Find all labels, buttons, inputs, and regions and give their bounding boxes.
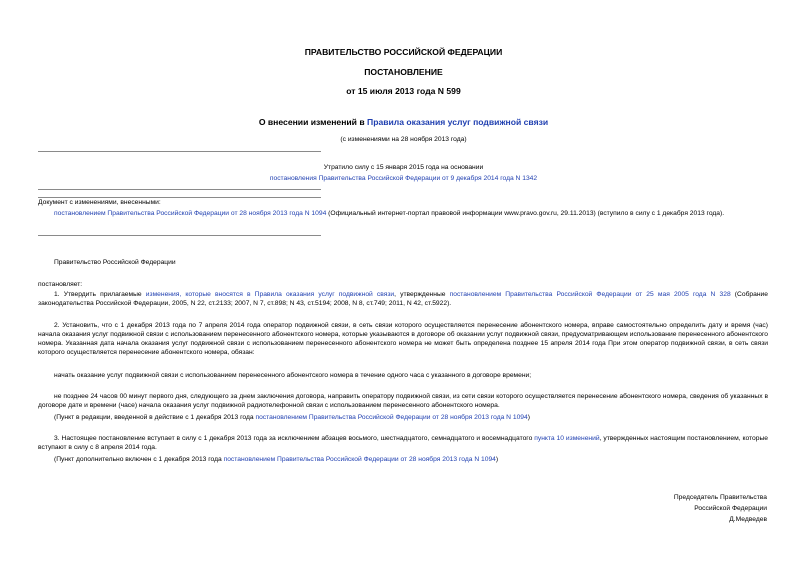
p3-text: 3. Настоящее постановление вступает в силу с 1 декабря 2013 года за исключением абзацев восьмого, шестнадцатого, семнадцатого и восемнадцатого [54,435,535,442]
note-text: (Пункт в редакции, введенной в действие с 1 декабря 2013 года [54,414,256,421]
paragraph-2-item-b: не позднее 24 часов 00 минут первого дня, следующего за днем заключения договора, направить оператору подвижной связи, из сети связи которого осуществляется перенесение абонентского номера, сведения об указанных в договоре дате и времени (часе) начала оказания услуг подвижной радиотелефонной связи с использованием перенесенного абонентского номера. [38,393,768,409]
paragraph-2: 2. Установить, что с 1 декабря 2013 года по 7 апреля 2014 года оператор подвижной связи, в сеть связи которого осуществляется перенесение абонентского номера, вправе самостоятельно определить дату и время (час) начала оказания услуг подвижной связи с использованием перенесенного абонентского номера, которые указываются в договоре об оказании услуг подвижной связи, предусматривающем использование перенесенного абонентского номера. Указанная дата начала оказания услуг подвижной связи с использованием перенесенного абонентского номера не может быть определена позднее 15 апреля 2014 года При этом оператор подвижной связи, в сеть связи которого осуществляется перенесение абонентского номера, обязан: [38,322,768,356]
government-heading: ПРАВИТЕЛЬСТВО РОССИЙСКОЙ ФЕДЕРАЦИИ [304,47,503,57]
p1-text: 1. Утвердить прилагаемые [54,291,146,298]
changes-label: Документ с изменениями, внесенными: [38,199,161,206]
decree-1094-link[interactable]: постановлением Правительства Российской Федерации от 28 ноября 2013 года N 1094 [223,456,496,463]
point-10-link[interactable]: пункта 10 изменений [534,435,600,442]
title-prefix: О внесении изменений в [258,117,368,127]
note-text: ) [527,414,530,421]
divider [38,151,321,152]
document-date-number: от 15 июля 2013 года N 599 [346,86,461,96]
amending-decree-link[interactable]: постановлением Правительства Российской Федерации от 28 ноября 2013 года N 1094 [54,210,327,217]
signature-position: Председатель Правительства [673,494,767,501]
divider [38,235,321,236]
divider [38,197,321,198]
paragraph-3 [38,435,768,453]
edition-note-1 [38,414,768,423]
government-line: Правительство Российской Федерации [54,259,176,266]
signature-country: Российской Федерации [694,505,767,512]
changes-text [38,210,768,219]
p1-text: , утвержденные [394,291,450,298]
expired-note: Утратило силу с 15 января 2015 года на основании [323,164,484,171]
signature-name: Д.Медведев [729,516,767,523]
paragraph-2-item-a: начать оказание услуг подвижной связи с использованием перенесенного абонентского номера в течение одного часа с указанного в договоре времени; [54,372,532,379]
amended-note: (с изменениями на 28 ноября 2013 года) [340,136,467,143]
decrees-line: постановляет: [38,281,83,288]
expired-link-line [0,175,807,184]
document-title [0,117,807,128]
note-text: ) [495,456,499,463]
changes-source: (Официальный интернет-портал правовой информации www.pravo.gov.ru, 29.11.2013) (вступило в силу с 1 декабря 2013 года). [326,210,725,217]
changes-link[interactable]: изменения, которые вносятся в Правила оказания услуг подвижной связи [145,291,395,298]
divider [38,189,321,190]
title-rules-link[interactable]: Правила оказания услуг подвижной связи [367,117,549,127]
p1-text: (Собрание законодательства Российской Федерации, 2005, N 22, ст.2133; 2007, N 7, ст.898; N 43, ст.5194; 2008, N 8, ст.749; 2011, N 42, ст.5922). [38,291,768,307]
decree-1094-link[interactable]: постановлением Правительства Российской Федерации от 28 ноября 2013 года N 1094 [255,414,528,421]
p3-text: , утвержденных настоящим постановлением, которые вступают в силу с 8 апреля 2014 года. [38,435,768,451]
document-type: ПОСТАНОВЛЕНИЕ [364,67,443,77]
decree-328-link[interactable]: постановлением Правительства Российской Федерации от 25 мая 2005 года N 328 [449,291,731,298]
paragraph-1 [38,291,768,309]
edition-note-2 [38,456,768,465]
repeal-decree-link[interactable]: постановления Правительства Российской Федерации от 9 декабря 2014 года N 1342 [269,175,538,182]
note-text: (Пункт дополнительно включен с 1 декабря 2013 года [54,456,224,463]
